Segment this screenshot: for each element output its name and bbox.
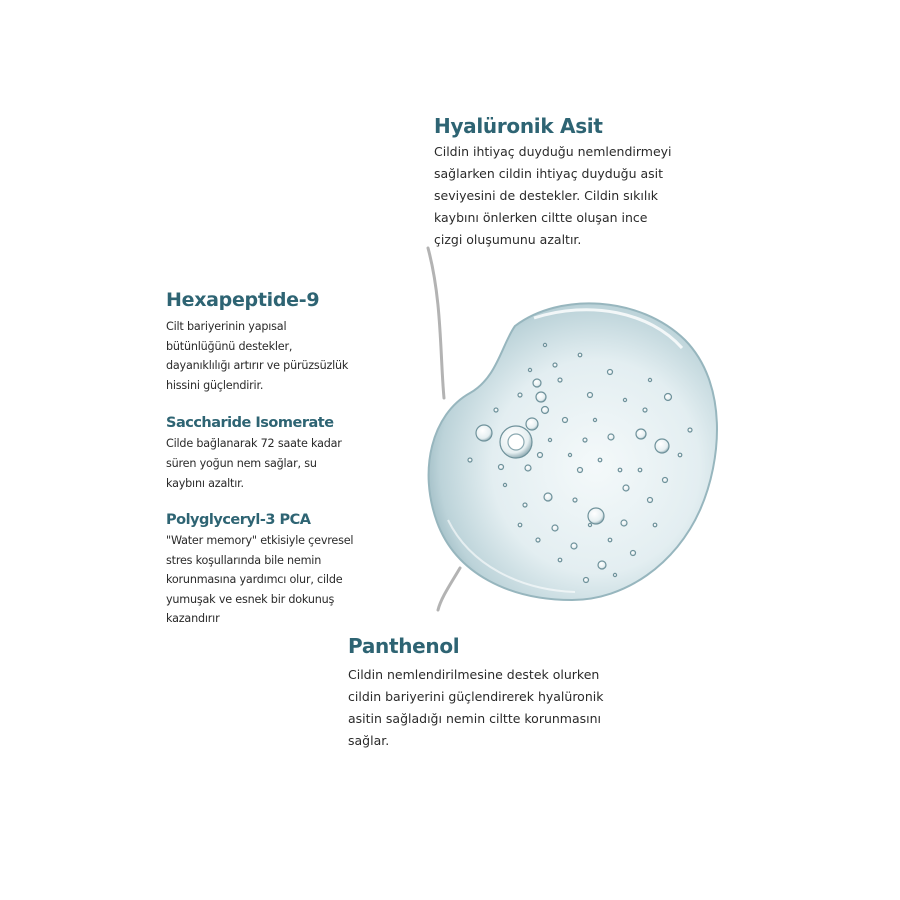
ingredient-saccharide-isomerate <box>166 413 426 494</box>
ingredient-polyglyceryl-3-pca <box>166 510 426 629</box>
ingredient-description: Cildin ihtiyaç duyduğu nemlendirmeyi sağlarken cildin ihtiyaç duyduğu asit seviyesini de destekler. Cildin sıkılık kaybını önlerken ciltte oluşan ince çizgi oluşumunu azaltır. <box>434 144 672 247</box>
ingredient-title: Saccharide Isomerate <box>166 415 334 431</box>
ingredient-panthenol <box>348 632 728 752</box>
ingredient-description: Cilt bariyerinin yapısal bütünlüğünü destekler, dayanıklılığı artırır ve pürüzsüzlük hissini güçlendirir. <box>166 320 349 392</box>
connector-bottom-arc <box>438 568 460 610</box>
ingredient-hexapeptide-9 <box>166 287 426 395</box>
ingredient-title: Polyglyceryl-3 PCA <box>166 512 311 528</box>
ingredient-description: Cildin nemlendirilmesine destek olurken cildin bariyerini güçlendirerek hyalüronik asitin sağladığı nemin ciltte korunmasını sağlar. <box>348 667 604 748</box>
ingredient-title: Hyalüronik Asit <box>434 114 603 138</box>
ingredient-description: "Water memory" etkisiyle çevresel stres koşullarında bile nemin korunmasına yardımcı olur, cilde yumuşak ve esnek bir dokunuş kazandırır <box>166 534 354 625</box>
ingredient-description: Cilde bağlanarak 72 saate kadar süren yoğun nem sağlar, su kaybını azaltır. <box>166 437 342 490</box>
ingredient-hyaluronic-acid <box>434 113 764 251</box>
gel-drop <box>429 303 717 600</box>
ingredient-title: Panthenol <box>348 634 460 658</box>
ingredient-title: Hexapeptide-9 <box>166 289 320 311</box>
connector-top-arc <box>428 248 444 398</box>
